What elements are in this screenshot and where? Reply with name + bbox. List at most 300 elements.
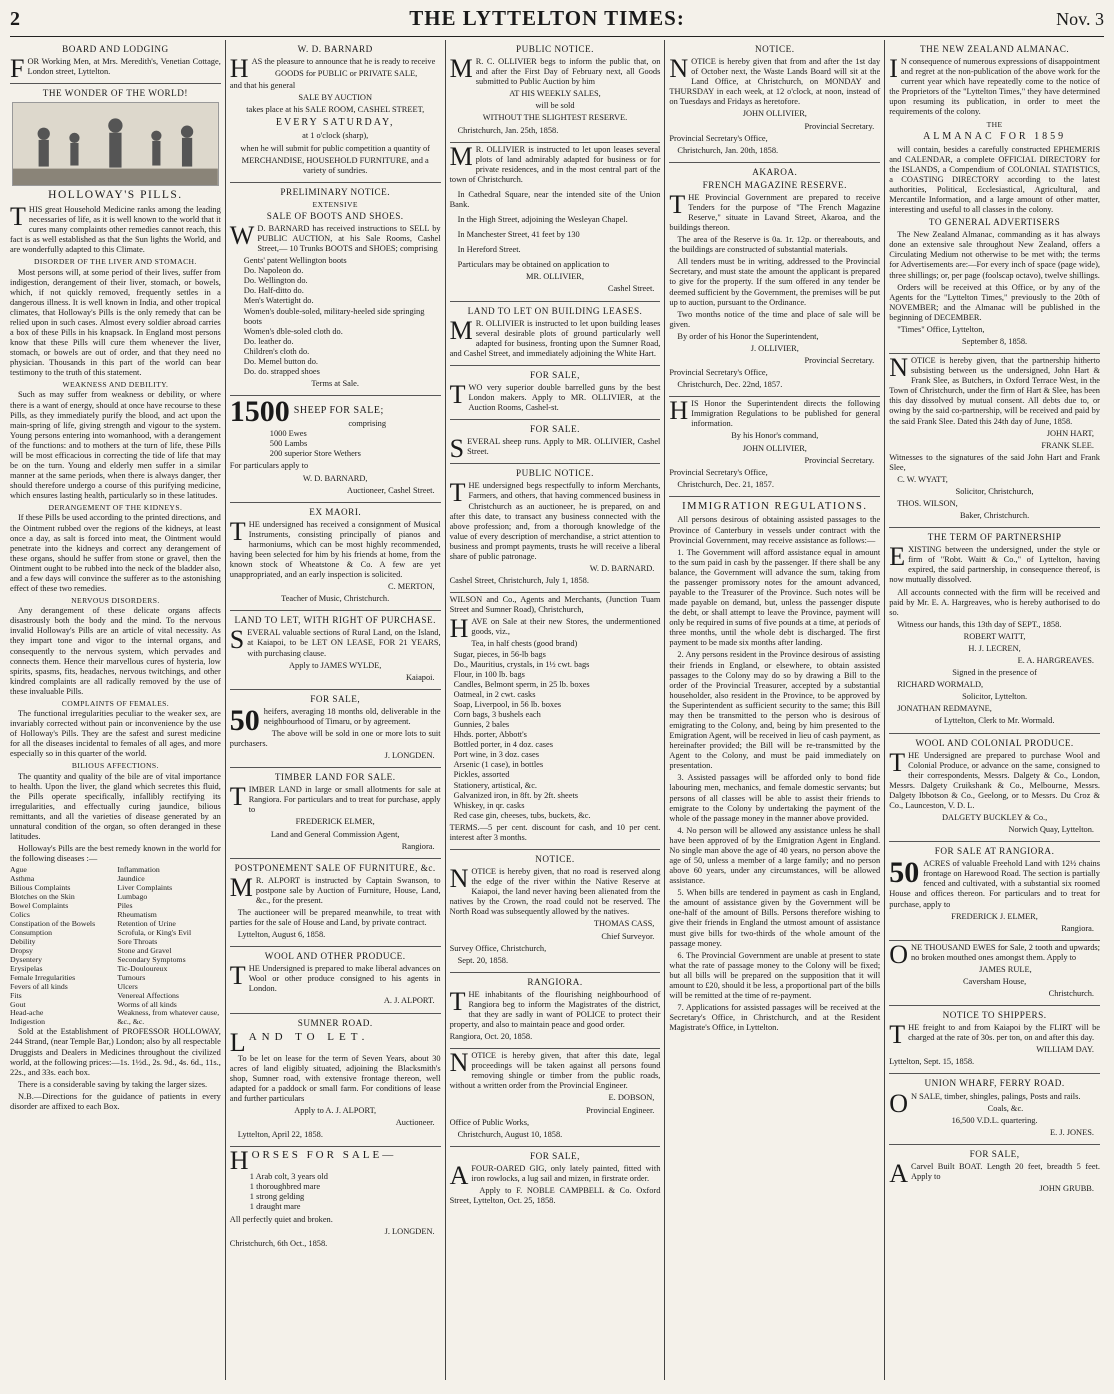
list-item: In Cathedral Square, near the intended site of the Union Bank.	[449, 189, 661, 209]
section-text: If these Pills be used according to the printed directions, and the Ointment rubbed over the regions of the kidneys, at least once a day, as salt is forced into meat, the Ointment would penetrate into the kidneys and correct any derangement of these organs, should he suffer from stone or gravel, then the Ointment ought to be rubbed into the neck of the bladder also, and a few days will convince the sufferer as to the astonishing effect of these two remedies.	[10, 513, 221, 593]
ad-subheading: SALE OF BOOTS AND SHOES.	[266, 210, 404, 221]
section-heading: BILIOUS AFFECTIONS.	[71, 761, 159, 771]
ad-horses	[230, 1147, 441, 1255]
list-item: Piles	[117, 901, 133, 911]
ad-line: MERCHANDISE, HOUSEHOLD FURNITURE, and a variety of sundries.	[241, 155, 429, 175]
drop-cap: M	[449, 54, 473, 84]
engraving-illustration	[12, 102, 219, 186]
items-list	[230, 429, 441, 459]
list-item: Sore Throats	[117, 936, 158, 946]
ad-heading: TIMBER LAND FOR SALE.	[274, 772, 396, 783]
ad-sumner-road	[230, 1014, 441, 1148]
list-item: Indigestion	[10, 1017, 46, 1027]
advertiser-name: JOHN OLLIVIER,	[742, 443, 807, 453]
advertiser-title: Teacher of Music, Christchurch.	[281, 594, 390, 604]
list-item: Bilious Complaints	[10, 883, 71, 893]
ad-barnard-notice	[450, 464, 661, 593]
drop-cap: H	[229, 54, 249, 84]
ad-paragraph: 5. When bills are tendered in payment as cash in England, the amount of assistance given by the Government will be one-half of the amount of Bills. Persons therefore wishing to give their friends in England the utmost amount of assistance must give bills for two-thirds of the whole amount of the passage money.	[669, 888, 881, 948]
ad-body: HE Provincial Government are prepared to receive Tenders for the purpose of "The French Magazine Reserve," situate in Lavand Street, Akaroa, and the buildings thereon.	[669, 192, 881, 233]
ad-body: R. OLLIVIER is instructed to let upon building leases several desirable plots of ground particularly well adapted for business, fronting upon the Sumner Road, and Cashel Street, and immediately adjoining the White Hart.	[449, 318, 661, 358]
ad-heading: FOR SALE AT RANGIORA.	[934, 846, 1055, 857]
ad-line: The auctioneer will be prepared meanwhile, to treat with parties for the sale of House and Land, by private contract.	[229, 907, 441, 928]
drop-cap: M	[449, 315, 473, 345]
signatory-name: FRANK SLEE.	[1041, 440, 1094, 450]
ad-heading: PUBLIC NOTICE.	[516, 468, 594, 479]
big-heading: AND TO LET.	[248, 1030, 370, 1043]
ad-body: OR Working Men, at Mrs. Meredith's, Venetian Cottage, London street, Lyttelton.	[27, 57, 221, 77]
ad-body: D. BARNARD has received instructions to SELL by PUBLIC AUCTION, at his Sale Rooms, Cashel Street,— 10 Trunks BOOTS and SHOES; comprising	[257, 223, 441, 254]
ad-heading: FOR SALE,	[530, 1150, 580, 1161]
ad-heading: THE TERM OF PARTNERSHIP	[927, 532, 1062, 543]
goods-list	[450, 639, 661, 820]
ad-boots-shoes	[230, 183, 441, 396]
section-heading: WEAKNESS AND DEBILITY.	[62, 380, 169, 390]
witness-title: of Lyttelton, Clerk to Mr. Wormald.	[934, 716, 1055, 726]
ad-line: GOODS for PUBLIC or PRIVATE SALE,	[274, 69, 418, 79]
list-item: Men's Watertight do.	[243, 296, 314, 306]
list-item: Debility	[10, 936, 36, 946]
drop-cap: O	[889, 939, 908, 969]
ad-paragraph: All persons desirous of obtaining assisted passages to the Province of Canterbury in vessels under contract with the Provincial Government, may receive assistance as follows:—	[669, 515, 881, 545]
advertiser-name: J. LONGDEN.	[384, 1226, 435, 1236]
ad-date: September 8, 1858.	[962, 336, 1028, 346]
ad-heading: WOOL AND COLONIAL PRODUCE.	[915, 737, 1074, 748]
ad-heading: LAND TO LET ON BUILDING LEASES.	[467, 305, 643, 316]
ad-line: All perfectly quiet and broken.	[229, 1214, 333, 1224]
list-item: Corn bags, 3 bushels each	[453, 709, 541, 719]
ad-barnard-auction	[230, 40, 441, 183]
drop-cap: T	[229, 961, 246, 991]
list-item: Do. Napoleon do.	[243, 266, 304, 276]
section-heading: DERANGEMENT OF THE KIDNEYS.	[48, 503, 183, 513]
section-text: Any derangement of these delicate organs affects disastrously both the body and the mind. To the nervous invalid Holloway's Pills are an article of vital necessity. As they impart tone and vigor to the internal organs, and consequently to the nervous system, which pervades and connects them. Hence their marvellous cures of hysteria, low spirits, spasms, fits, headaches, nervous twitchings, and other kindred complaints are all radically removed by the use of these invaluable Pills.	[10, 606, 221, 696]
ad-heading: SHEEP FOR SALE;	[293, 405, 384, 417]
ad-body: FOUR-OARED GIG, only lately painted, fitted with iron rowlocks, a lug sail and mizen, in firstrate order.	[471, 1163, 661, 1183]
ad-line: Particulars may be obtained on application to	[457, 260, 610, 270]
diseases-right	[117, 866, 220, 1027]
advertiser-name: W. D. BARNARD,	[302, 473, 368, 483]
advertiser-title: Cashel Street.	[607, 284, 655, 294]
list-item: Colics	[10, 909, 30, 919]
drop-cap: T	[889, 1020, 906, 1050]
section-heading: NERVOUS DISORDERS.	[71, 596, 160, 606]
ad-sheep-sale	[230, 396, 441, 503]
advertiser-name: E. J. JONES.	[1050, 1127, 1094, 1137]
ad-place: Norwich Quay, Lyttelton.	[1008, 825, 1094, 835]
ad-body: HE undersigned has received a consignment of Musical Instruments, consisting principally of pianos and harmoniums, which can be most highly recommended, having been selected for him by his friends at home, from the known stock of Wheatstone & Co. A few are yet unappropriated, and an early inspection is solicited.	[229, 519, 441, 580]
masthead	[10, 6, 1104, 37]
section-text: Such as may suffer from weakness or debility, or where there is a want of energy, should at once have recourse to these Pills, as they immediately purify the blood, and act upon the main-spring of life, giving strength and vigour to the system. Young persons entering into womanhood, with a derangement of the functions: and to mothers at the turn of life, these Pills will be most efficacious in correcting the tide of life that may be on the turn. Young and elderly men suffer in a similar manner at the same periods, when there is always danger, ther should therefore undergo a course of this purifying medicine, which ensures lasting health, particularly so in these latitudes.	[10, 390, 221, 501]
ad-term-partnership	[889, 528, 1100, 733]
ad-date: Christchurch, Jan. 25th, 1858.	[457, 125, 559, 135]
ad-body: ACRES of valuable Freehold Land with 12½ chains frontage on Harewood Road. The section is partially fenced and cultivated, with a substantial six roomed House and offices thereon. For particulars and to treat for purchase, apply to	[889, 859, 1100, 909]
big-heading-line	[230, 1031, 441, 1054]
signatory-name: JOHN HART,	[1046, 428, 1094, 438]
ad-timber-land	[230, 768, 441, 859]
drop-cap: F	[10, 54, 25, 84]
column-5	[884, 40, 1104, 1380]
ad-heading: FOR SALE.	[530, 424, 580, 435]
ad-date: Christchurch, 6th Oct., 1858.	[229, 1238, 328, 1248]
newspaper-title: THE LYTTELTON TIMES:	[409, 6, 685, 30]
list-item: Bowel Complaints	[10, 901, 69, 911]
list-item: Retention of Urine	[117, 918, 176, 928]
advertiser-name: C. MERTON,	[388, 582, 435, 592]
note-text: N.B.—Directions for the guidance of patients in every disorder are affixed to each Box.	[10, 1091, 221, 1111]
advertiser-name: JOHN GRUBB.	[1039, 1184, 1094, 1193]
ad-paragraph: 6. The Provincial Government are unable at present to state what the rate of passage money to the Colony will be fixed; but all bills will be prepared on the supposition that it will amount to £20, should it be less, a proportional part of the bills will be remitted at the time of re-payment.	[669, 950, 881, 1001]
ad-line: Witnesses to the signatures of the said John Hart and Frank Slee,	[889, 452, 1100, 472]
list-item: Fits	[10, 990, 22, 1000]
drop-cap: N	[669, 54, 689, 84]
list-item: Venereal Affections	[117, 990, 179, 1000]
ad-heading: RANGIORA.	[527, 976, 583, 987]
list-item: Red case gin, cheeses, tubs, buckets, &c.	[453, 810, 591, 820]
list-item: Arsenic (1 case), in bottles	[453, 760, 544, 770]
list-item: Do. leather do.	[243, 336, 294, 346]
ad-paragraph: All accounts connected with the firm will be received and paid by Mr. E. A. Hargreaves, who is hereby authorised to do so.	[889, 587, 1100, 617]
section-heading: COMPLAINTS OF FEMALES.	[61, 698, 170, 708]
list-item: 1000 Ewes	[269, 429, 307, 439]
ad-ollivier-let	[450, 143, 661, 302]
ad-body: heifers, averaging 18 months old, deliverable in the neighbourhood of Timaru, or by agreement.	[263, 706, 441, 726]
list-item: Tic-Douloureux	[117, 963, 168, 973]
ad-subheading: FRENCH MAGAZINE RESERVE.	[702, 179, 847, 190]
witness-title: Baker, Christchurch.	[959, 511, 1030, 521]
list-item: Stationery, artistical, &c.	[453, 780, 538, 790]
ad-body: To be let on lease for the term of Seven Years, about 30 acres of land eligibly situated, adjoining the Blacksmith's shop, Sumner road, with extensive frontage thereon, well adapted for a paddock or small farm. For conditions of lease and further particulars	[229, 1053, 441, 1103]
sold-at-text: Sold at the Establishment of PROFESSOR HOLLOWAY, 244 Strand, (near Temple Bar,) London; also by all respectable Druggists and Dealers in Medicines throughout the civilized world, at the following prices:—1s. 1½d., 2s. 9d., 4s. 6d., 11s., 22s., and 33s. each box.	[10, 1027, 221, 1077]
ad-partnership-hart-slee	[889, 354, 1100, 528]
ad-heading: LAND TO LET, WITH RIGHT OF PURCHASE.	[234, 615, 436, 626]
list-item: Oatmeal, in 2 cwt. casks	[453, 689, 536, 699]
witness-name: RICHARD WORMALD,	[897, 680, 984, 690]
advertiser-name: DALGETY BUCKLEY & Co.,	[941, 813, 1048, 822]
ad-paragraph: 3. Assisted passages will be afforded only to bond fide labouring men, mechanics, and female domestic servants; but persons of all classes will be able to assist their friends to emigrate to the Colony by undertaking the payment of the whole of the passage money in the manner above provided.	[669, 773, 881, 823]
ad-paragraph: 4. No person will be allowed any assistance unless he shall have been approved of by the Emigration Agent in England. No single man above the age of 40 years, no person above the age of 50, unless a member of a large family; and no person above 60 years, under any circumstances, will be allowed assistance.	[669, 825, 881, 886]
list-item: Pickles, assorted	[453, 770, 510, 780]
ad-subheading: EXTENSIVE	[312, 199, 358, 209]
ad-body: R. OLLIVIER is instructed to let upon leases several plots of land admirably adapted for business or for private residences, and in the most central part of the town of Christchurch.	[449, 144, 661, 184]
ad-line: Signed in the presence of	[952, 668, 1037, 678]
advertiser-title: Provincial Secretary.	[804, 121, 875, 131]
drop-cap: L	[229, 1030, 246, 1054]
ad-paragraph: The area of the Reserve is 0a. 1r. 12p. or thereabouts, and the buildings are constructed of substantial materials.	[669, 235, 881, 255]
list-item: Flour, in 100 lb. bags	[453, 669, 525, 679]
list-item: In the High Street, adjoining the Wesleyan Chapel.	[457, 215, 628, 225]
ad-wool-produce	[230, 947, 441, 1013]
ad-place: "Times" Office, Lyttelton,	[897, 324, 985, 334]
ad-rangiora-sale	[889, 842, 1100, 941]
witness-title: Solicitor, Christchurch,	[955, 486, 1034, 496]
ad-wool-colonial	[889, 734, 1100, 843]
list-item: Worms of all kinds	[117, 999, 177, 1009]
ad-akaroa	[669, 163, 880, 397]
witness-name: THOS. WILSON,	[897, 499, 958, 509]
witness-title: Solicitor, Lyttelton.	[962, 692, 1028, 702]
drop-cap: T	[10, 202, 26, 232]
witness-name: C. W. WYATT,	[897, 474, 948, 484]
advertiser-name: FREDERICK J. ELMER,	[951, 911, 1038, 921]
list-item: Port wine, in 3 doz. cases	[453, 750, 539, 760]
big-number: 1500	[229, 398, 290, 429]
signatory-name: H. J. LECREN,	[968, 643, 1021, 653]
list-item: Do. Half-ditto do.	[243, 286, 304, 296]
advertiser-name: W. D. BARNARD.	[589, 563, 655, 573]
ad-sheep-runs	[450, 420, 661, 464]
columns	[10, 40, 1104, 1380]
advertiser-name: J. LONGDEN.	[384, 751, 435, 761]
list-item: Do. do. strapped shoes	[243, 367, 320, 376]
big-number: 50	[889, 856, 920, 890]
ad-body: HE inhabitants of the flourishing neighbourhood of Rangiora beg to inform the Magistrates of the district, that they are sadly in want of POLICE to protect their property, and also to maintain peace and good order.	[449, 989, 661, 1029]
drop-cap: H	[229, 1149, 249, 1173]
ad-line: will be sold	[535, 101, 575, 111]
ad-place: Kaiapoi.	[405, 672, 435, 682]
ad-date: Lyttelton, August 6, 1858.	[237, 930, 326, 940]
ad-body: EVERAL valuable sections of Rural Land, on the Island, at Kaiapoi, to be LET ON LEASE, FOR 21 YEARS, with purchasing clause.	[247, 628, 441, 658]
ad-heading: FOR SALE,	[530, 369, 580, 380]
ad-date: Cashel Street, Christchurch, July 1, 1858.	[449, 576, 589, 586]
advertiser-name: JAMES RULE,	[979, 964, 1032, 974]
ad-line: 16,500 V.D.L. quartering.	[951, 1115, 1038, 1125]
ad-heading: FOR SALE,	[969, 1148, 1020, 1159]
list-item: Ulcers	[117, 981, 138, 991]
big-heading-line	[230, 1149, 441, 1172]
list-item: Do. Memel button do.	[243, 356, 319, 366]
ad-paragraph: Witness our hands, this 13th day of SEPT., 1858.	[897, 619, 1062, 629]
advertiser-name: A. J. ALPORT.	[383, 996, 435, 1006]
items-list	[230, 1172, 441, 1212]
drop-cap: N	[449, 1048, 469, 1078]
list-item: Women's double-soled, military-heeled side springing boots	[243, 306, 425, 326]
list-item: Galvanized iron, in 8ft. by 2ft. sheets	[453, 790, 579, 800]
drop-cap: T	[449, 478, 466, 508]
advertiser-name: THOMAS CASS,	[593, 919, 655, 929]
section-text: The quantity and quality of the bile are of vital importance to health. Upon the liver, the gland which secretes this fluid, the Pills operate specifically, infallibly rectifying its irregularities, and effectually curing jaundice, bilious remittants, and all the varieties of disease generated by an unnatural condition of the organ, so often deranged in these latitudes.	[10, 771, 221, 841]
list-item: Fevers of all kinds	[10, 981, 68, 991]
ad-line: WITHOUT THE SLIGHTEST RESERVE.	[482, 113, 628, 123]
ad-ollivier-public-notice	[450, 40, 661, 143]
ad-guns	[450, 366, 661, 420]
big-number: 50	[229, 703, 260, 737]
list-item: Women's dble-soled cloth do.	[243, 326, 343, 336]
ad-heading: SUMNER ROAD.	[297, 1017, 373, 1028]
ad-body: OTICE is hereby given, that no road is reserved along the edge of the river within the Native Reserve at Kaiapoi, the land never having been alienated from the natives by the Crown, the road could not be reserved. The North Road was subsequently allowed by the natives.	[449, 867, 661, 917]
ad-date: Lyttelton, April 22, 1858.	[237, 1130, 323, 1140]
ad-union-wharf	[889, 1074, 1100, 1144]
ad-line: By his Honor's command,	[731, 431, 819, 441]
ad-heading-pills: HOLLOWAY'S PILLS.	[48, 189, 183, 202]
advertiser-title: Auctioneer.	[395, 1118, 435, 1128]
ad-body: OTICE is hereby given, that after this date, legal proceedings will be taken against all persons found removing shingle or timber from the public roads, without a written order from the Provincial Engineer.	[449, 1051, 661, 1091]
list-item: Blotches on the Skin	[10, 892, 75, 902]
ad-body: HE freight to and from Kaiapoi by the FLIRT will be charged at the rate of 30s. per ton, on and after this day.	[908, 1023, 1100, 1043]
drop-cap: N	[889, 353, 908, 383]
ad-body: N SALE, timber, shingles, palings, Posts and rails.	[910, 1091, 1081, 1101]
list-item: Do., Mauritius, crystals, in 1½ cwt. bags	[453, 659, 590, 669]
ad-heading: BOARD AND LODGING	[62, 44, 169, 54]
ad-date: Christchurch, Dec. 22nd, 1857.	[677, 380, 783, 390]
section-text: Most persons will, at some period of their lives, suffer from indigestion, derangement of their liver, stomach, or bowels, which, if not quickly removed, frequently settles in a dangerous illness. It is well known in India, and other tropical climates, that Holloway's Pills is the only remedy that can be relied upon in such cases. Almost every soldier abroad carries a box of these Pills in his knapsack. In England most persons know that these Pills will cure them whenever the liver, stomach, or bowels are out of order, and that they need no physician. Thousands in this part of the world can bear testimony to the truth of this statement.	[10, 267, 221, 378]
ad-boat	[889, 1145, 1100, 1200]
ad-date: Christchurch, Jan. 20th, 1858.	[677, 145, 779, 155]
note-text: There is a considerable saving by taking the larger sizes.	[18, 1079, 208, 1089]
witness-name: JONATHAN REDMAYNE,	[897, 704, 992, 714]
ad-heading: THE NEW ZEALAND ALMANAC.	[920, 44, 1070, 54]
drop-cap: H	[669, 396, 689, 426]
advertiser-name: FREDERICK ELMER,	[295, 817, 375, 827]
ad-paragraph: All tenders must be in writing, addressed to the Provincial Secretary, and must state the amount the applicant is prepared to give for the property. If the sum offered in any tender be deemed sufficient by the Government, the premises will be put up to auction, pursuant to the Ordinance.	[669, 257, 881, 307]
drop-cap: M	[229, 872, 253, 902]
drop-cap: H	[449, 614, 469, 644]
ad-heading: PRELIMINARY NOTICE.	[280, 186, 391, 197]
signatory-name: ROBERT WAITT,	[963, 631, 1026, 641]
list-item: Female Irregularities	[10, 972, 76, 982]
ad-body: N consequence of numerous expressions of disappointment and regret at the non-publication of the above work for the current year which have repeatedly come to the notice of the Proprietors of the "Lyttelton Times," they have determined upon resuming its publication, in order to meet the requirements of the colony.	[889, 57, 1100, 117]
ad-body: EVERAL sheep runs. Apply to MR. OLLIVIER, Cashel Street.	[467, 437, 661, 457]
list-item: Inflammation	[117, 865, 160, 875]
advertiser-title: Provincial Secretary.	[804, 455, 875, 465]
ad-line: Apply to F. NOBLE CAMPBELL & Co. Oxford Street, Lyttelton, Oct. 25, 1858.	[449, 1185, 661, 1206]
ad-cass-notice	[450, 850, 661, 973]
drop-cap: T	[229, 516, 246, 546]
ad-land-to-let	[230, 611, 441, 689]
diseases-left	[10, 866, 113, 1027]
ad-body: R. ALPORT is instructed by Captain Swanson, to postpone sale by Auction of Furniture, House, Land, &c., for the present.	[255, 875, 441, 905]
ad-postponement	[230, 859, 441, 948]
ad-paragraph: 1. The Government will afford assistance equal in amount to the sum paid in cash by the passenger. If there shall be any balance, the Government will advance the sum, taking from the passenger promissory notes for the amount advanced, payable to the Treasurer of the Province. Such notes will be made payable on demand, but, unless the passenger dispute the debt, or shall attempt to leave the Province, payment will only be required in sums of five pounds at a time, at periods of three months, until the whole debt is discharged. The first payment to be made six months after landing.	[669, 547, 881, 648]
ad-place: Survey Office, Christchurch,	[449, 943, 547, 953]
list-item: Lumbago	[117, 892, 148, 902]
ad-place: Caversham House,	[962, 976, 1027, 986]
list-intro: Holloway's Pills are the best remedy known in the world for the following diseases :—	[10, 844, 221, 864]
ad-heading: NOTICE.	[755, 44, 795, 54]
drop-cap: E	[889, 542, 906, 572]
ad-heading: NOTICE.	[535, 854, 575, 864]
ad-line: Apply to A. J. ALPORT,	[294, 1105, 377, 1115]
section-heading: DISORDER OF THE LIVER AND STOMACH.	[34, 257, 197, 267]
list-item: Consumption	[10, 927, 53, 937]
column-3	[445, 40, 665, 1380]
drop-cap: T	[229, 782, 246, 812]
ad-gig	[450, 1147, 661, 1212]
ad-line: The above will be sold in one or more lots to suit purchasers.	[229, 728, 441, 749]
ad-line: at 1 o'clock (sharp),	[302, 131, 369, 141]
advertiser-name: MR. OLLIVIER,	[526, 272, 584, 282]
advertiser-name: WILLIAM DAY.	[1036, 1045, 1094, 1055]
items-list	[230, 256, 441, 377]
ad-paragraph: 2. Any persons resident in the Province desirous of assisting their friends in England, or elsewhere, to obtain assisted passages to the Colony may do so by drawing a Bill to the order of the Provincial Treasurer, accepted by a substantial householder, also resident in the Province, to be approved by the Superintendent as sufficient security to the same; this Bill may then be transmitted to the person who is desirous of emigrating to the Colony, and, being by him presented to the Emigration Agent, will be received in lieu of cash payment, as hereinafter provided; the Bill will be re-transmitted by the Agent to the Colony, and must be paid immediately on presentation.	[669, 650, 881, 771]
ad-place: Provincial Secretary's Office,	[669, 133, 768, 143]
list-item: Ague	[10, 865, 27, 875]
big-heading: ORSES FOR SALE—	[251, 1149, 397, 1162]
ad-body: NE THOUSAND EWES for Sale, 2 tooth and upwards; no broken mouthed ones amongst them. Apply to	[910, 942, 1100, 962]
ad-body: Carvel Built BOAT. Length 20 feet, breadth 5 feet. Apply to	[910, 1161, 1100, 1181]
list-item: Soap, Liverpool, in 56 lb. boxes	[453, 699, 562, 709]
ad-date: Christchurch, August 10, 1858.	[457, 1129, 563, 1139]
ad-dobson-notice	[450, 1049, 661, 1147]
ad-holloway-pills	[10, 84, 221, 1118]
ad-place: Rangiora.	[401, 841, 435, 851]
list-item: Liver Complaints	[117, 883, 173, 893]
ad-heading: FOR SALE,	[310, 693, 361, 704]
drop-cap: A	[449, 1160, 469, 1190]
ad-immigration-regulations	[669, 497, 880, 1040]
ad-paragraph: 7. Applications for assisted passages will be received at the Secretary's Office, in Christchurch, and at the Resident Magistrate's Office, in Lyttelton.	[669, 1003, 881, 1033]
ad-wilson	[450, 593, 661, 850]
drop-cap: W	[229, 220, 255, 250]
drop-cap: I	[889, 54, 898, 84]
list-item: Head-ache	[10, 1008, 44, 1018]
list-item: In Hereford Street.	[457, 245, 521, 255]
ad-building-leases	[450, 302, 661, 366]
ad-subheading: THE	[986, 119, 1003, 129]
ad-heading: AKAROA.	[752, 166, 798, 177]
ad-rangiora-police	[450, 973, 661, 1049]
advertiser-name: J. OLLIVIER,	[750, 343, 799, 353]
list-item: Rheumatism	[117, 909, 157, 919]
advertiser-title: Provincial Secretary.	[804, 355, 875, 365]
ad-body: HE undersigned begs respectfully to inform Merchants, Farmers, and others, that having commenced business in Christchurch as an auctioneer, he is prepared, on and after this date, to transact any business connected with the above profession; and, from a thorough knowledge of the value of every description of merchandise, a strict attention to business and prompt payments, trusts he will receive a liberal share of public patronage.	[449, 481, 661, 561]
ad-body: HE Undersigned are prepared to purchase Wool and Colonial Produce, or advance on the same, consigned to their correspondents, Messrs. Dalgety & Co., London, Messrs. Dalgety Cruikshank & Co., Melbourne, Messrs. Dalgety Ibbotson & Co., Geelong, or to Messrs. Du Croz & Co., Launceston, V. D. L.	[889, 750, 1100, 810]
list-item: Asthma	[10, 874, 35, 884]
ad-heading: POSTPONEMENT SALE OF FURNITURE, &c.	[234, 862, 436, 873]
ad-heading: NOTICE TO SHIPPERS.	[942, 1010, 1047, 1021]
ad-paragraph: By order of his Honor the Superintendent,	[677, 331, 819, 341]
ad-ex-maori	[230, 503, 441, 612]
drop-cap: O	[889, 1088, 908, 1118]
ad-heading: THE WONDER OF THE WORLD!	[42, 88, 188, 99]
list-item: Hhds. porter, Abbott's	[453, 730, 527, 740]
ad-board-lodging	[10, 40, 221, 84]
list-item: 200 superior Store Wethers	[269, 449, 361, 459]
ad-paragraph: Orders will be received at this Office, or by any of the Agents for the "Lyttelton Times," previously to the 20th of NOVEMBER; and the Almanac will be published in the beginning of DECEMBER.	[889, 282, 1100, 322]
column-1	[10, 40, 225, 1380]
ad-line: EVERY SATURDAY,	[275, 117, 395, 129]
list-item: Constipation of the Bowels	[10, 918, 96, 928]
ad-paragraph: The New Zealand Almanac, commanding as it has always done an extensive sale throughout New Zealand, offers a Circulating Medium not otherwise to be met with; the terms for Advertisements are:—For every inch of space (page wide), three shillings; or, per page (foolscap octavo), twelve shillings.	[889, 230, 1100, 280]
ad-date: Sept. 20, 1858.	[457, 955, 509, 965]
ad-body: IMBER LAND in large or small allotments for sale at Rangiora. For particulars and to treat for purchase, apply to	[248, 785, 441, 815]
ad-terms: TERMS.—5 per cent. discount for cash, and 10 per cent. interest after 3 months.	[449, 822, 661, 842]
ad-heading: PUBLIC NOTICE.	[516, 44, 594, 54]
drop-cap: T	[889, 747, 906, 777]
ad-heading: W. D. BARNARD	[297, 44, 373, 54]
ad-line: Coals, &c.	[987, 1103, 1024, 1113]
ad-heading: IMMIGRATION REGULATIONS.	[682, 500, 868, 512]
list-item: In Manchester Street, 41 feet by 130	[457, 230, 580, 240]
list-item: 1 Arab colt, 3 years old	[249, 1172, 328, 1182]
ad-notice-shippers	[889, 1006, 1100, 1074]
ad-body: HIS great Household Medicine ranks among the leading necessaries of life, as it is well known to the world that it cures many complaints other remedies cannot reach, this fact is as well established as that the Sun lights the World, and are wonderfully adapted to this Climate.	[10, 205, 221, 255]
ad-line: SALE BY AUCTION	[298, 93, 373, 103]
ad-date: Rangiora, Oct. 20, 1858.	[449, 1032, 533, 1042]
diseases-list	[10, 866, 221, 1027]
list-item: 1 draught mare	[249, 1202, 301, 1212]
ad-heading: EX MAORI.	[309, 506, 362, 517]
ad-paragraph: Two months notice of the time and place of sale will be given.	[669, 309, 881, 329]
ad-line: Apply to JAMES WYLDE,	[288, 660, 382, 670]
ad-line: takes place at his SALE ROOM, CASHEL STREET,	[246, 105, 425, 115]
drop-cap: M	[449, 141, 473, 171]
ad-heading: WILSON and Co., Agents and Merchants, (Junction Tuam Street and Sumner Road), Christchurch,	[449, 595, 661, 615]
list-item: Dropsy	[10, 945, 33, 955]
drop-cap: T	[449, 379, 466, 409]
ad-heading: WOOL AND OTHER PRODUCE.	[264, 951, 406, 962]
ad-place: Provincial Secretary's Office,	[669, 368, 768, 378]
